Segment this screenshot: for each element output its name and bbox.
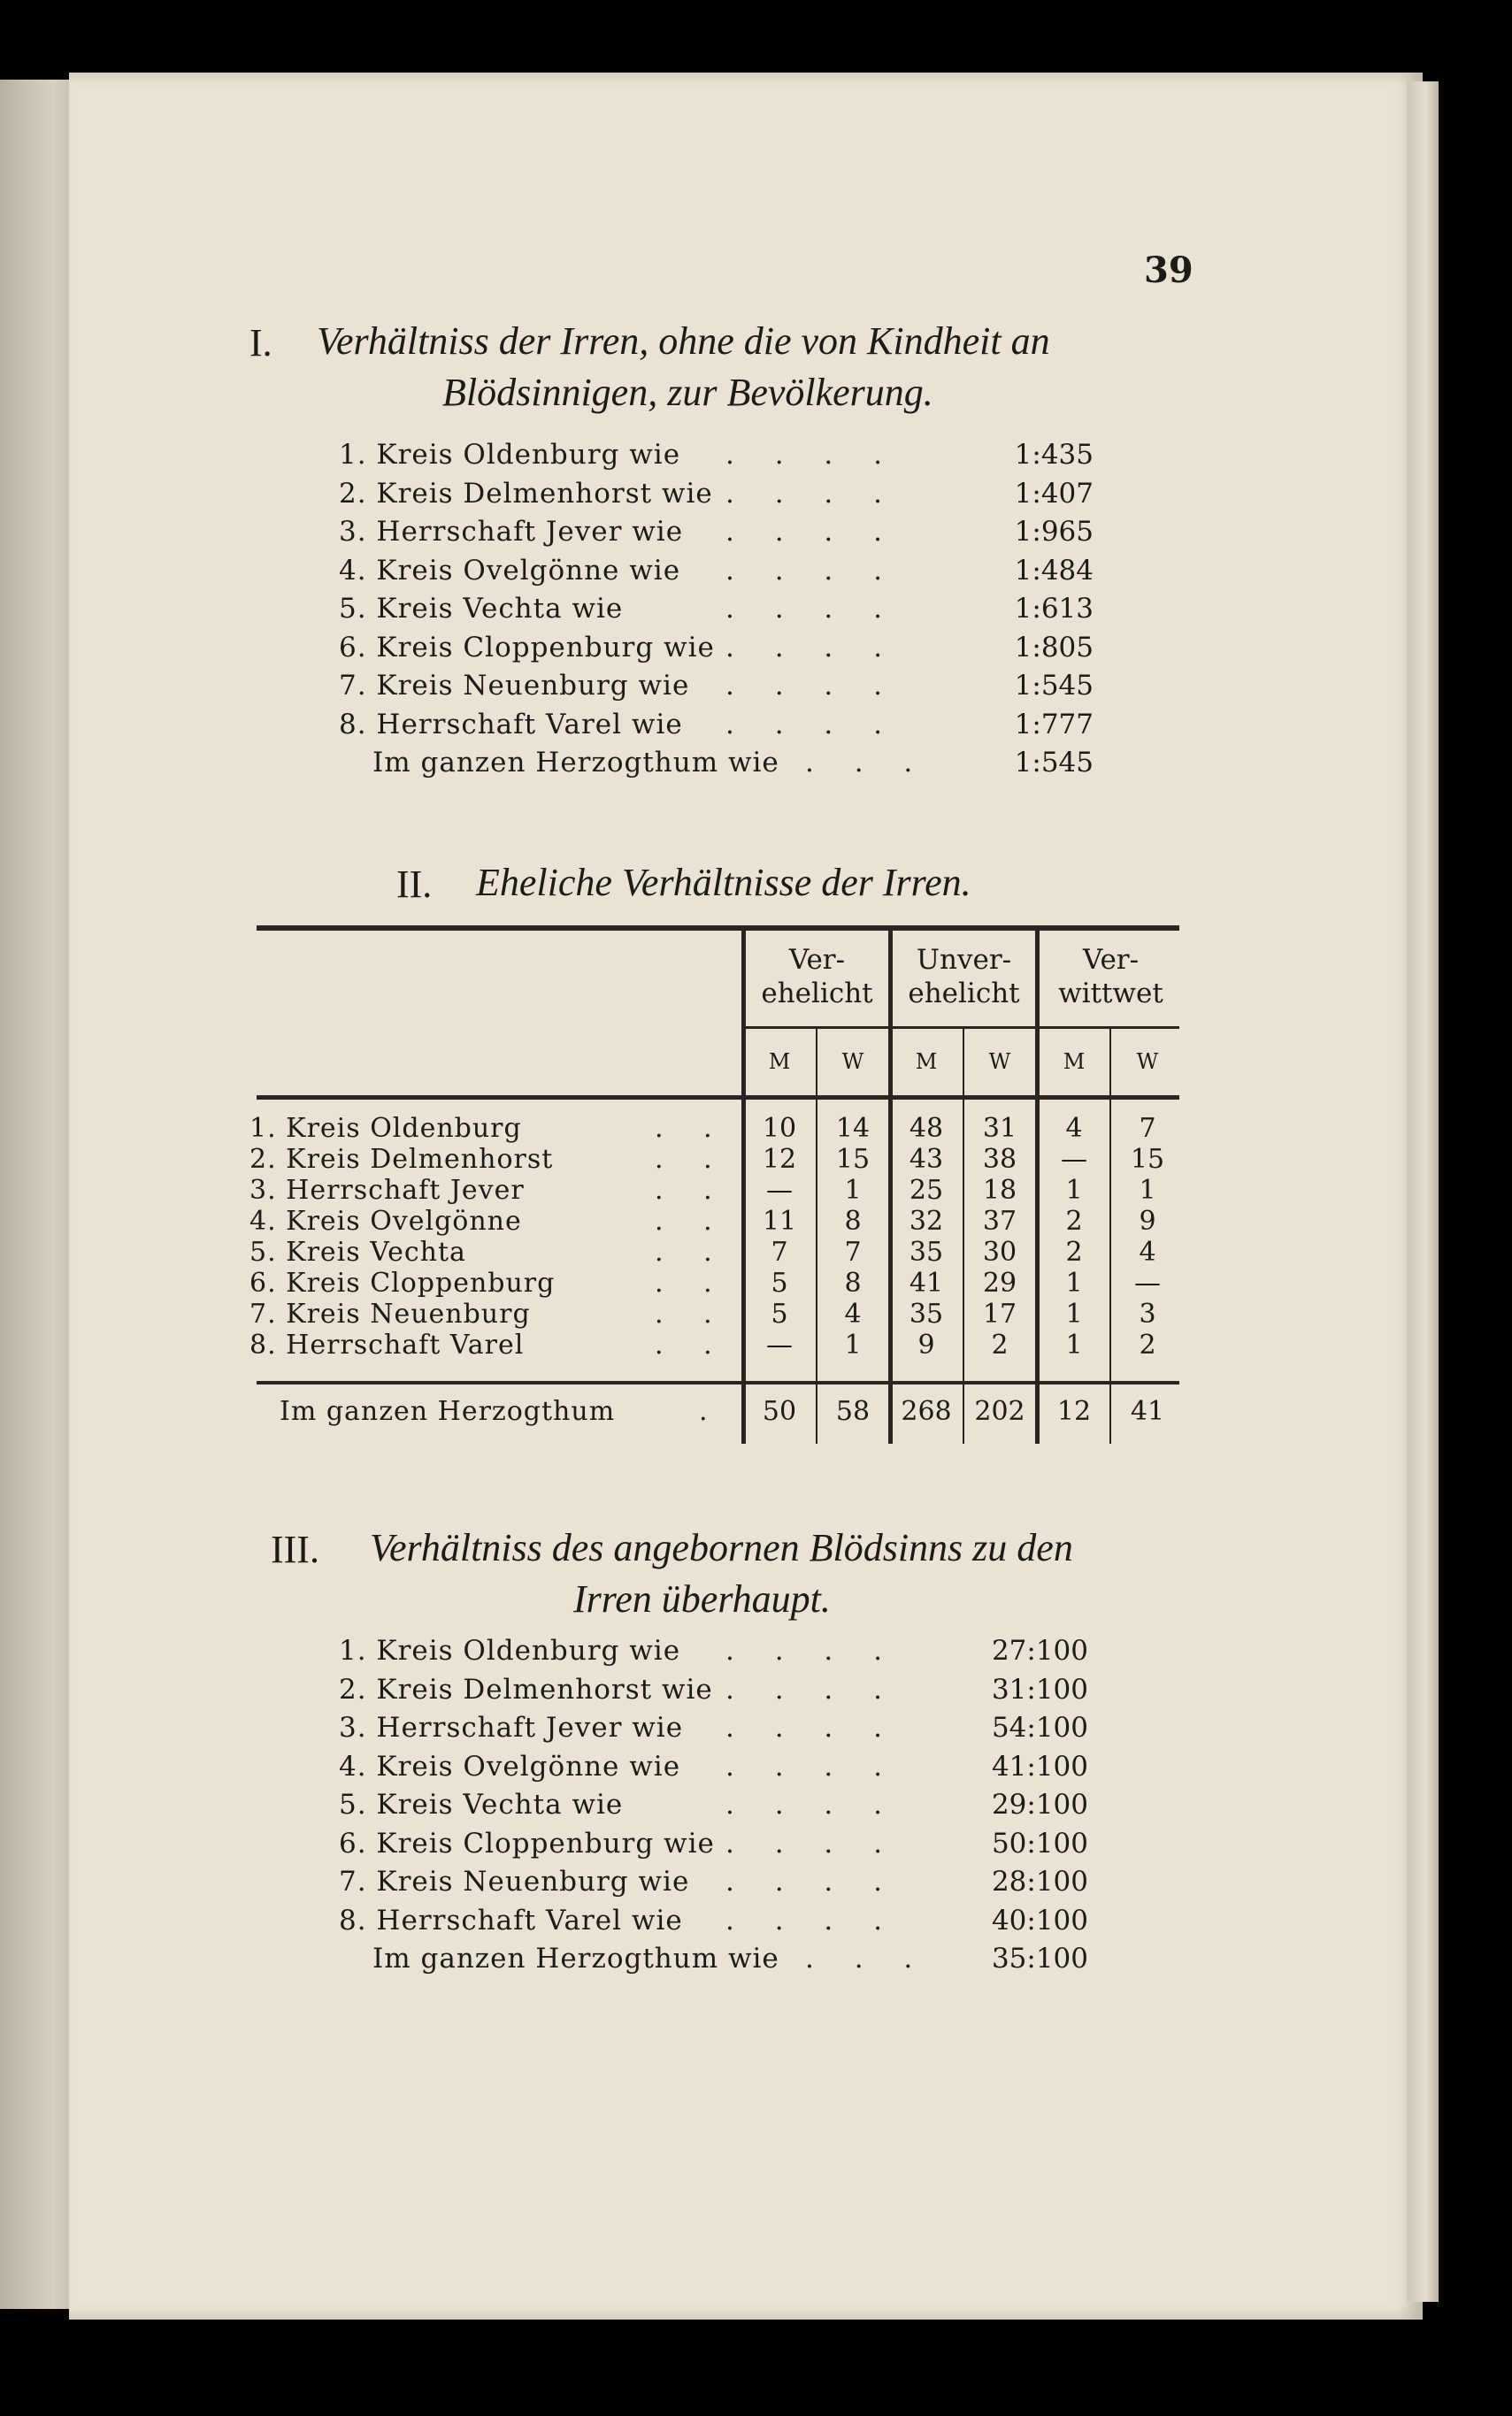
subheader-w: W: [988, 1049, 1011, 1074]
leader-dots: . .: [655, 1299, 728, 1330]
table-row-label: 2. Kreis Delmenhorst: [249, 1144, 554, 1175]
subheader-m: M: [915, 1049, 938, 1074]
table-cell: 5: [771, 1268, 788, 1299]
header-verehelicht-line1: Ver-: [788, 944, 846, 976]
leader-dots: . .: [655, 1175, 728, 1206]
table-cell: 2: [1139, 1330, 1156, 1361]
section-2-numeral: II.: [396, 863, 433, 906]
list-item-label: 6. Kreis Cloppenburg wie: [339, 1827, 715, 1860]
table-cell: 268: [901, 1396, 952, 1427]
leader-dots: . . . .: [725, 670, 898, 702]
list-item-label: 5. Kreis Vechta wie: [339, 593, 624, 625]
subheader-m: M: [768, 1049, 791, 1074]
right-page-edge: [1407, 81, 1439, 2302]
left-page-edge: [0, 80, 75, 2309]
list-item-label: 8. Herrschaft Varel wie: [339, 708, 683, 740]
section-3-numeral: III.: [271, 1528, 319, 1571]
table-cell: 1: [1065, 1268, 1083, 1299]
leader-dots: . . . .: [725, 1712, 898, 1744]
table-cell: 30: [982, 1237, 1017, 1268]
list-item-label: 1. Kreis Oldenburg wie: [339, 439, 681, 471]
table-row-label: 1. Kreis Oldenburg: [249, 1113, 522, 1144]
list-item-value: 1:777: [1014, 708, 1094, 740]
table-cell: 2: [991, 1330, 1009, 1361]
list-item-label: 7. Kreis Neuenburg wie: [339, 670, 690, 702]
table-cell: 1: [1065, 1175, 1083, 1206]
leader-dots: . . . .: [725, 1750, 898, 1783]
list-item-value: 1:805: [1014, 631, 1094, 663]
table-cell: 15: [1130, 1144, 1165, 1175]
list-item-value: 28:100: [991, 1866, 1088, 1898]
table-cell: 2: [1065, 1237, 1083, 1268]
list-item-label: 4. Kreis Ovelgönne wie: [339, 1750, 681, 1783]
table-vline-w3: [1109, 1029, 1111, 1444]
table-cell: 14: [835, 1113, 871, 1144]
list-item-label: Im ganzen Herzogthum wie: [372, 1943, 779, 1975]
section-1-title-line1: Verhältniss der Irren, ohne die von Kindheit an: [317, 319, 1050, 363]
leader-dots: . . . .: [725, 593, 898, 625]
table-row-label: 3. Herrschaft Jever: [249, 1175, 525, 1206]
table-cell: 35: [909, 1299, 944, 1330]
table-cell: 31: [982, 1113, 1017, 1144]
leader-dots: . . . .: [725, 631, 898, 663]
header-unverehelicht-line1: Unver-: [916, 944, 1012, 976]
table-cell: 41: [909, 1268, 944, 1299]
table-cell: 41: [1130, 1396, 1165, 1427]
table-subheader-rule: [743, 1026, 1179, 1029]
table-cell: 1: [1139, 1175, 1156, 1206]
list-item-label: 2. Kreis Delmenhorst wie: [339, 477, 713, 510]
leader-dots: .: [699, 1396, 724, 1427]
table-cell: 4: [1065, 1113, 1083, 1144]
list-item-label: 1. Kreis Oldenburg wie: [339, 1635, 681, 1667]
table-cell: 32: [909, 1206, 944, 1237]
leader-dots: . . . .: [725, 1789, 898, 1821]
section-1-numeral: I.: [249, 321, 272, 364]
table-cell: 5: [771, 1299, 788, 1330]
list-item-value: 1:407: [1014, 477, 1094, 510]
table-cell: 1: [1065, 1330, 1083, 1361]
list-item-label: 5. Kreis Vechta wie: [339, 1789, 624, 1821]
list-item-label: 4. Kreis Ovelgönne wie: [339, 554, 681, 587]
header-verwittwet: [1040, 943, 1182, 1010]
leader-dots: . . . .: [725, 477, 898, 510]
table-cell: 48: [909, 1113, 944, 1144]
leader-dots: . . . .: [725, 1673, 898, 1706]
header-verehelicht: [746, 943, 888, 1010]
table-cell: 4: [844, 1299, 862, 1330]
leader-dots: . . .: [805, 747, 929, 778]
table-cell: 29: [982, 1268, 1017, 1299]
table-cell: 10: [762, 1113, 797, 1144]
table-cell: 3: [1139, 1299, 1156, 1330]
leader-dots: . .: [655, 1237, 728, 1268]
table-cell: 7: [771, 1237, 788, 1268]
list-item-label: 6. Kreis Cloppenburg wie: [339, 631, 715, 663]
table-row-label: 6. Kreis Cloppenburg: [249, 1268, 556, 1299]
table-cell: 12: [762, 1144, 797, 1175]
table-cell: —: [1061, 1144, 1087, 1175]
table-cell: 7: [1139, 1113, 1156, 1144]
table-cell: 1: [844, 1330, 862, 1361]
leader-dots: . .: [655, 1206, 728, 1237]
table-header-rule: [257, 1095, 1179, 1100]
leader-dots: . . . .: [725, 439, 898, 471]
list-item-value: 1:545: [1014, 670, 1094, 702]
list-item-label: 8. Herrschaft Varel wie: [339, 1904, 683, 1937]
table-cell: 50: [762, 1396, 797, 1427]
leader-dots: . . . .: [725, 516, 898, 548]
table-cell: 8: [844, 1206, 862, 1237]
list-item-value: 1:545: [1014, 747, 1094, 778]
table-cell: 202: [974, 1396, 1025, 1427]
list-item-value: 1:484: [1014, 554, 1094, 587]
table-cell: 1: [844, 1175, 862, 1206]
leader-dots: . . . .: [725, 1827, 898, 1860]
table-cell: 7: [844, 1237, 862, 1268]
list-item-value: 50:100: [991, 1827, 1088, 1860]
header-unverehelicht-line2: ehelicht: [908, 978, 1020, 1009]
table-cell: 43: [909, 1144, 944, 1175]
leader-dots: . .: [655, 1144, 728, 1175]
subheader-m: M: [1063, 1049, 1086, 1074]
table-row-label: Im ganzen Herzogthum: [280, 1396, 616, 1427]
leader-dots: . . .: [805, 1943, 929, 1975]
table-cell: 18: [982, 1175, 1017, 1206]
table-top-rule: [257, 925, 1179, 931]
table-cell: 9: [1139, 1206, 1156, 1237]
leader-dots: . . . .: [725, 1866, 898, 1898]
page-number: 39: [1144, 249, 1193, 291]
table-cell: 38: [982, 1144, 1017, 1175]
list-item-value: 31:100: [991, 1673, 1088, 1706]
leader-dots: . . . .: [725, 1904, 898, 1937]
list-item-value: 40:100: [991, 1904, 1088, 1937]
table-total-rule: [257, 1381, 1179, 1384]
table-row-label: 4. Kreis Ovelgönne: [249, 1206, 522, 1237]
table-cell: 25: [909, 1175, 944, 1206]
list-item-value: 1:965: [1014, 516, 1094, 548]
table-row-label: 8. Herrschaft Varel: [249, 1330, 525, 1361]
table-cell: —: [766, 1330, 793, 1361]
subheader-w: W: [1136, 1049, 1159, 1074]
table-cell: 12: [1056, 1396, 1092, 1427]
list-item-value: 54:100: [991, 1712, 1088, 1744]
list-item-value: 1:613: [1014, 593, 1094, 625]
header-unverehelicht: [893, 943, 1035, 1010]
table-cell: 35: [909, 1237, 944, 1268]
table-cell: 4: [1139, 1237, 1156, 1268]
list-item-value: 41:100: [991, 1750, 1088, 1783]
table-cell: 2: [1065, 1206, 1083, 1237]
table-cell: 17: [982, 1299, 1017, 1330]
list-item-value: 1:435: [1014, 439, 1094, 471]
table-cell: 37: [982, 1206, 1017, 1237]
table-cell: 15: [835, 1144, 871, 1175]
subheader-w: W: [841, 1049, 864, 1074]
list-item-label: Im ganzen Herzogthum wie: [372, 747, 779, 778]
table-cell: 9: [917, 1330, 935, 1361]
list-item-label: 3. Herrschaft Jever wie: [339, 1712, 684, 1744]
table-cell: 58: [835, 1396, 871, 1427]
leader-dots: . . . .: [725, 554, 898, 587]
table-cell: —: [1134, 1268, 1161, 1299]
header-verwittwet-line1: Ver-: [1082, 944, 1140, 976]
table-row-label: 7. Kreis Neuenburg: [249, 1299, 531, 1330]
section-2-title: Eheliche Verhältnisse der Irren.: [476, 861, 971, 904]
leader-dots: . . . .: [725, 1635, 898, 1667]
leader-dots: . .: [655, 1268, 728, 1299]
table-cell: 11: [762, 1206, 797, 1237]
header-verwittwet-line2: wittwet: [1058, 978, 1163, 1009]
leader-dots: . .: [655, 1113, 728, 1144]
section-3-title-line1: Verhältniss des angebornen Blödsinns zu den: [370, 1526, 1073, 1569]
list-item-value: 27:100: [991, 1635, 1088, 1667]
table-cell: —: [766, 1175, 793, 1206]
table-cell: 1: [1065, 1299, 1083, 1330]
leader-dots: . . . .: [725, 708, 898, 740]
list-item-label: 2. Kreis Delmenhorst wie: [339, 1673, 713, 1706]
list-item-label: 3. Herrschaft Jever wie: [339, 516, 684, 548]
list-item-value: 35:100: [991, 1943, 1088, 1975]
list-item-value: 29:100: [991, 1789, 1088, 1821]
section-3-title-line2: Irren überhaupt.: [573, 1577, 831, 1621]
list-item-label: 7. Kreis Neuenburg wie: [339, 1866, 690, 1898]
table-cell: 8: [844, 1268, 862, 1299]
section-1-title-line2: Blödsinnigen, zur Bevölkerung.: [442, 371, 933, 414]
leader-dots: . .: [655, 1330, 728, 1361]
header-verehelicht-line2: ehelicht: [761, 978, 873, 1009]
table-row-label: 5. Kreis Vechta: [249, 1237, 466, 1268]
